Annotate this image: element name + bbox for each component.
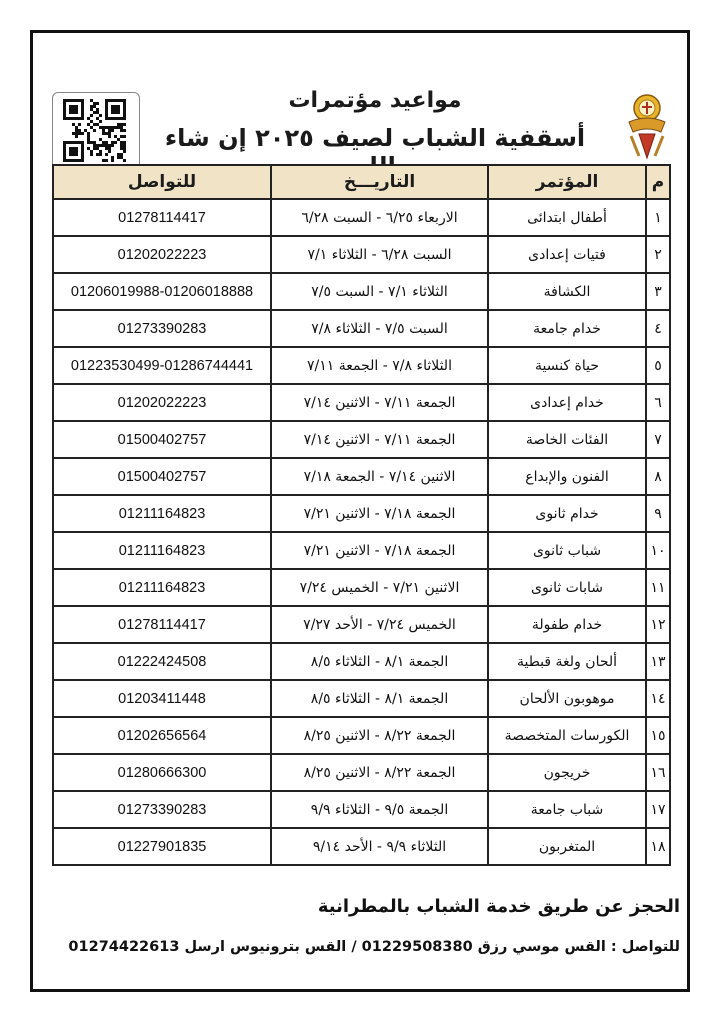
- conference-dates: الخميس ٧/٢٤ - الأحد ٧/٢٧: [270, 607, 487, 642]
- table-row: [52, 496, 671, 533]
- table-row: [52, 422, 671, 459]
- row-number: ٧: [645, 422, 671, 457]
- conference-name: حياة كنسية: [487, 348, 645, 383]
- row-number: ١٠: [645, 533, 671, 568]
- contact-phone[interactable]: 01500402757: [52, 422, 270, 457]
- contact-phone[interactable]: 01222424508: [52, 644, 270, 679]
- conference-name: الكورسات المتخصصة: [487, 718, 645, 753]
- conference-dates: الثلاثاء ٧/٨ - الجمعة ٧/١١: [270, 348, 487, 383]
- table-row: [52, 311, 671, 348]
- contact-phone[interactable]: 01211164823: [52, 496, 270, 531]
- contact-phone[interactable]: 01202022223: [52, 237, 270, 272]
- contact-phone[interactable]: 01202022223: [52, 385, 270, 420]
- conference-dates: الاثنين ٧/٢١ - الخميس ٧/٢٤: [270, 570, 487, 605]
- contact-phone[interactable]: 01203411448: [52, 681, 270, 716]
- row-number: ١٥: [645, 718, 671, 753]
- table-row: [52, 829, 671, 866]
- contact-phone[interactable]: 01273390283: [52, 792, 270, 827]
- contact-phone[interactable]: 01211164823: [52, 533, 270, 568]
- conference-dates: الجمعة ٧/١٨ - الاثنين ٧/٢١: [270, 533, 487, 568]
- table-row: [52, 348, 671, 385]
- row-number: ١: [645, 200, 671, 235]
- conference-dates: الجمعة ٨/١ - الثلاثاء ٨/٥: [270, 644, 487, 679]
- table-row: [52, 681, 671, 718]
- table-row: [52, 718, 671, 755]
- row-number: ٥: [645, 348, 671, 383]
- contact-phone[interactable]: 01206019988-01206018888: [52, 274, 270, 309]
- contact-phone[interactable]: 01278114417: [52, 200, 270, 235]
- row-number: ٤: [645, 311, 671, 346]
- contact-phone[interactable]: 01202656564: [52, 718, 270, 753]
- contact-phone[interactable]: 01273390283: [52, 311, 270, 346]
- title-line-2: أسقفية الشباب لصيف ٢٠٢٥ إن شاء: [164, 124, 586, 152]
- table-row: [52, 385, 671, 422]
- contact-phone[interactable]: 01211164823: [52, 570, 270, 605]
- column-header-conference: المؤتمر: [487, 166, 645, 198]
- table-header-row: [52, 164, 671, 200]
- contact-phone[interactable]: 01500402757: [52, 459, 270, 494]
- row-number: ١٣: [645, 644, 671, 679]
- schedule-table: [52, 164, 671, 866]
- row-number: ١٧: [645, 792, 671, 827]
- conference-name: المتغربون: [487, 829, 645, 864]
- contact-phone[interactable]: 01278114417: [52, 607, 270, 642]
- table-row: [52, 200, 671, 237]
- table-row: [52, 459, 671, 496]
- conference-dates: الجمعة ٩/٥ - الثلاثاء ٩/٩: [270, 792, 487, 827]
- conference-name: شابات ثانوى: [487, 570, 645, 605]
- row-number: ١٤: [645, 681, 671, 716]
- row-number: ١٢: [645, 607, 671, 642]
- row-number: ٣: [645, 274, 671, 309]
- conference-dates: الجمعة ٨/١ - الثلاثاء ٨/٥: [270, 681, 487, 716]
- table-row: [52, 237, 671, 274]
- conference-name: خدام جامعة: [487, 311, 645, 346]
- conference-name: خدام ثانوى: [487, 496, 645, 531]
- conference-name: ألحان ولغة قبطية: [487, 644, 645, 679]
- conference-name: الكشافة: [487, 274, 645, 309]
- conference-name: خدام إعدادى: [487, 385, 645, 420]
- row-number: ٩: [645, 496, 671, 531]
- conference-dates: الثلاثاء ٩/٩ - الأحد ٩/١٤: [270, 829, 487, 864]
- table-row: [52, 274, 671, 311]
- conference-name: خريجون: [487, 755, 645, 790]
- column-header-date: التاريـــخ: [270, 166, 487, 198]
- column-header-num: م: [645, 166, 671, 198]
- conference-dates: الثلاثاء ٧/١ - السبت ٧/٥: [270, 274, 487, 309]
- title-line-1: مواعيد مؤتمرات: [288, 88, 462, 113]
- row-number: ١١: [645, 570, 671, 605]
- table-row: [52, 607, 671, 644]
- conference-dates: الجمعة ٨/٢٢ - الاثنين ٨/٢٥: [270, 755, 487, 790]
- table-row: [52, 644, 671, 681]
- church-emblem-logo: [625, 92, 669, 160]
- conference-dates: الجمعة ٧/١٨ - الاثنين ٧/٢١: [270, 496, 487, 531]
- conference-name: فتيات إعدادى: [487, 237, 645, 272]
- table-row: [52, 792, 671, 829]
- booking-note: الحجز عن طريق خدمة الشباب بالمطرانية: [317, 896, 680, 917]
- table-row: [52, 755, 671, 792]
- row-number: ٨: [645, 459, 671, 494]
- conference-dates: الجمعة ٧/١١ - الاثنين ٧/١٤: [270, 422, 487, 457]
- table-row: [52, 570, 671, 607]
- row-number: ١٨: [645, 829, 671, 864]
- conference-dates: الاربعاء ٦/٢٥ - السبت ٦/٢٨: [270, 200, 487, 235]
- conference-name: موهوبون الألحان: [487, 681, 645, 716]
- conference-dates: السبت ٦/٢٨ - الثلاثاء ٧/١: [270, 237, 487, 272]
- row-number: ٦: [645, 385, 671, 420]
- contact-phone[interactable]: 01227901835: [52, 829, 270, 864]
- table-row: [52, 533, 671, 570]
- conference-name: الفئات الخاصة: [487, 422, 645, 457]
- conference-dates: السبت ٧/٥ - الثلاثاء ٧/٨: [270, 311, 487, 346]
- conference-dates: الاثنين ٧/١٤ - الجمعة ٧/١٨: [270, 459, 487, 494]
- contact-phone[interactable]: 01280666300: [52, 755, 270, 790]
- contact-phone[interactable]: 01223530499-01286744441: [52, 348, 270, 383]
- conference-name: خدام طفولة: [487, 607, 645, 642]
- conference-name: شباب ثانوى: [487, 533, 645, 568]
- conference-dates: الجمعة ٧/١١ - الاثنين ٧/١٤: [270, 385, 487, 420]
- conference-name: الفنون والإبداع: [487, 459, 645, 494]
- column-header-contact: للتواصل: [52, 166, 270, 198]
- row-number: ٢: [645, 237, 671, 272]
- footer-contact: للتواصل : القس موسي رزق 01229508380 / القس بترونيوس ارسل 01274422613: [68, 939, 680, 955]
- row-number: ١٦: [645, 755, 671, 790]
- conference-name: شباب جامعة: [487, 792, 645, 827]
- conference-dates: الجمعة ٨/٢٢ - الاثنين ٨/٢٥: [270, 718, 487, 753]
- conference-name: أطفال ابتدائى: [487, 200, 645, 235]
